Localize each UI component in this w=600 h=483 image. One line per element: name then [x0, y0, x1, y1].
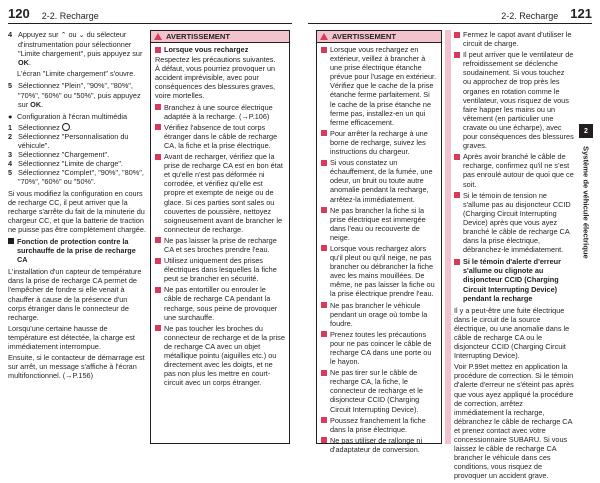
warning-item: Ne pas laisser la prise de recharge CA et ses broches prendre l'eau. — [155, 236, 285, 254]
warning-item: Ne pas entortiller ou enrouler le câble de recharge CA pendant la recharge, sous peine de provoquer une surchauffe. — [155, 285, 285, 321]
paragraph: Voir P.99et mettez en application la procédure de correction. Si le témoin d'alerte d'erreur ne s'éteint pas après que vous ayez appliqué la procédure de correction, arrêtez immédiatement la recharge, débranchez le câble de recharge CA et prenez contact avec votre concessionnaire SUBARU. Si vous laissez le câble de recharge CA brancher le véhicule dans ces conditions, vous risquez de provoquer un accident grave. — [454, 362, 574, 481]
warning-item: Fermez le capot avant d'utiliser le circuit de charge. — [454, 30, 574, 48]
warning-item: Vérifiez l'absence de tout corps étranger dans le câble de recharge CA, la fiche et la prise électrique. — [155, 123, 285, 150]
warning-item: Poussez franchement la fiche dans la prise électrique. — [321, 416, 437, 434]
square-bullet-icon — [155, 325, 161, 331]
warning-box-middle — [316, 30, 442, 454]
square-bullet-icon — [454, 32, 460, 38]
multimedia-step-3: 3 Sélectionnez "Chargement". — [8, 150, 110, 160]
square-bullet-icon — [454, 154, 460, 160]
warning-item: Si vous constatez un échauffement, de la fumée, une odeur, un bruit ou toute autre anomalie pendant la recharge, arrêtez-la immédiatement. — [321, 158, 437, 203]
warning-triangle-icon — [320, 33, 328, 40]
square-bullet-icon — [321, 417, 327, 423]
warning-header: AVERTISSEMENT — [151, 31, 289, 43]
square-bullet-icon — [454, 192, 460, 198]
right-page-header — [308, 6, 592, 24]
warning-item: Prenez toutes les précautions pour ne pas coincer le câble de recharge CA dans une porte ou le hayon. — [321, 330, 437, 366]
square-bullet-icon — [155, 47, 161, 53]
warning-item: Après avoir branché le câble de recharge, confirmez qu'il ne s'est pas enroulé autour de quoi que ce soit. — [454, 152, 574, 188]
square-bullet-icon — [155, 287, 161, 293]
down-arrow-icon: ⌄ — [78, 32, 85, 39]
left-page-number: 120 — [8, 6, 30, 21]
up-arrow-icon: ⌃ — [60, 32, 67, 39]
multimedia-step-4: 4 Sélectionnez "Limite de charge". — [8, 159, 123, 169]
ok-button-label: OK — [30, 99, 42, 109]
paragraph: Si vous modifiez la configuration en cours de recharge CC, il peut arriver que la recharge s'arrête du fait de la minuterie du chargeur CC, et que la batterie de traction ne puisse pas être complètement chargée. — [8, 188, 146, 234]
square-bullet-icon — [321, 207, 327, 213]
warning-header: AVERTISSEMENT — [317, 31, 441, 43]
square-bullet-icon — [155, 104, 161, 110]
multimedia-step-2: 2 Sélectionnez "Personnalisation du véhicule". — [8, 131, 129, 151]
paragraph: Respectez les précautions suivantes. — [155, 55, 276, 65]
square-bullet-icon — [321, 130, 327, 136]
square-bullet-icon — [8, 238, 14, 244]
square-bullet-icon — [155, 258, 161, 264]
paragraph: À défaut, vous pourriez provoquer un accident imprévisible, avec pour conséquences des blessures graves, voire mortelles. — [155, 64, 276, 101]
warning-item: Utilisez uniquement des prises électriques dans lesquelles la fiche peut se brancher en sécurité. — [155, 256, 285, 283]
step-4: 4 Appuyez sur ⌃ ou ⌄ du sélecteur d'instrumentation pour sélectionner "Limite chargement", puis appuyez sur OK. — [8, 30, 143, 68]
paragraph: Il y a peut-être une fuite électrique dans le circuit de la source électrique, ou une anomalie dans le câble de recharge CA ou le disjoncteur CCID (Charging Circuit Interrupting Device). — [454, 305, 570, 361]
warning-item: Il peut arriver que le ventilateur de refroidissement se déclenche soudainement. Si vous touchez ou approchez de trop près les organes en rotation comme le ventilateur, vous risquez de vous faire happer les mains ou un vêtement (en particulier une cravate ou une écharpe), avec pour conséquences des blessures graves. — [454, 50, 574, 150]
left-page-header — [8, 6, 292, 24]
sub-heading: ● Configuration à l'écran multimédia — [8, 111, 128, 121]
paragraph: L'écran "Limite chargement" s'ouvre. — [17, 69, 136, 79]
square-bullet-icon — [321, 437, 327, 443]
warning-item: Si le témoin de tension ne s'allume pas au disjoncteur CCID (Charging Circuit Interrupting Device) après que vous ayez branché le câble de recharge CA dans la prise électrique, débranchez-le immédiatement. — [454, 191, 574, 255]
square-bullet-icon — [321, 331, 327, 337]
paragraph: L'installation d'un capteur de température dans la prise de recharge CA permet de l'empêcher de fondre si elle venait à chauffer à cause de la présence d'un corps étranger dans le connecteur de recharge. — [8, 267, 142, 322]
paragraph: Lorsqu'une certaine hausse de température est détectée, la charge est immédiatement interrompue. — [8, 323, 135, 351]
section-title: Fonction de protection contre la surchauffe de la prise de recharge CA — [8, 237, 146, 264]
left-section-title: 2-2. Recharge — [41, 11, 99, 21]
warning-item: Pour arrêter la recharge à une borne de recharge, suivez les instructions du chargeur. — [321, 129, 437, 156]
right-page-number: 121 — [570, 6, 592, 21]
warning-continuation-strip — [445, 30, 451, 444]
warning-item: Ne pas brancher le véhicule pendant un orage où tombe la foudre. — [321, 301, 437, 328]
chapter-side-tab: Système de véhicule électrique — [581, 146, 591, 259]
warning-triangle-icon — [154, 33, 162, 40]
square-bullet-icon — [321, 245, 327, 251]
warning-item: Ne pas brancher la fiche si la prise électrique est immergée dans l'eau ou recouverte de neige. — [321, 206, 437, 242]
column-1 — [8, 30, 146, 382]
square-bullet-icon — [321, 160, 327, 166]
warning-item: Lorsque vous rechargez en extérieur, veillez à brancher à une prise électrique étanche prévue pour l'usage en extérieur. Vérifiez que le cache de la prise étanche ferme parfaitement. Si le cache de la prise étanche ne ferme pas, installez-en un qui ferme efficacement. — [321, 45, 437, 127]
gear-icon — [62, 123, 70, 131]
step-5: 5 Sélectionnez "Plein", "90%", "80%", "70%", "60%" ou "50%", puis appuyez sur OK. — [8, 81, 141, 109]
column-4 — [454, 30, 574, 483]
warning-item: Ne pas toucher les broches du connecteur de recharge et de la prise de recharge CA avec un objet métallique pointu (aiguilles etc.) ou directement avec les doigts, et ne pas non plus les mettre en court-circuit avec un corps étranger. — [155, 324, 285, 388]
multimedia-step-1: 1 Sélectionnez . — [8, 122, 72, 132]
warning-item: Lorsque vous rechargez alors qu'il pleut ou qu'il neige, ne pas brancher ou débrancher la fiche avec les mains mouillées. De même, ne pas laisser la fiche ou la prise électrique prendre l'eau. — [321, 244, 437, 299]
circle-bullet-icon: ● — [8, 111, 13, 121]
right-section-title: 2-2. Recharge — [501, 11, 559, 21]
square-bullet-icon — [155, 124, 161, 130]
square-bullet-icon — [454, 52, 460, 58]
warning-item: Ne pas tirer sur le câble de recharge CA, la fiche, le connecteur de recharge et le disjoncteur CCID (Charging Circuit Interrupting Device). — [321, 368, 437, 413]
ok-button-label: OK — [18, 58, 29, 68]
square-bullet-icon — [321, 302, 327, 308]
warning-item: Branchez à une source électrique adaptée à la recharge. (→P.106) — [155, 103, 285, 121]
warning-box-left — [150, 30, 290, 444]
warning-section-title: Si le témoin d'alerte d'erreur s'allume ou clignote au disjoncteur CCID (Charging Circuit Interrupting Device) pendant la recharge — [454, 257, 574, 302]
warning-item: Avant de recharger, vérifiez que la prise de recharge CA est en bon état et qu'elle n'est pas déformée ni corrodée, et vérifiez qu'elle est propre et exempte de neige ou de glace. Si ces parties sont sales ou couvertes de poussière, nettoyez soigneusement avant de brancher le connecteur de recharge. — [155, 152, 285, 234]
square-bullet-icon — [321, 370, 327, 376]
square-bullet-icon — [454, 259, 460, 265]
square-bullet-icon — [155, 154, 161, 160]
warning-section-title: Lorsque vous rechargez — [155, 45, 285, 54]
warning-item: Ne pas utiliser de rallonge ni d'adaptateur de conversion. — [321, 436, 437, 454]
square-bullet-icon — [321, 47, 327, 53]
chapter-number-tab: 2 — [579, 124, 593, 138]
paragraph: Ensuite, si le contacteur de démarrage est sur arrêt, un message s'affiche à l'écran multifonctionnel. (→P.156) — [8, 353, 145, 381]
square-bullet-icon — [155, 237, 161, 243]
multimedia-step-5: 5 Sélectionnez "Complet", "90%", "80%", "70%", "60%" ou "50%". — [8, 168, 144, 187]
